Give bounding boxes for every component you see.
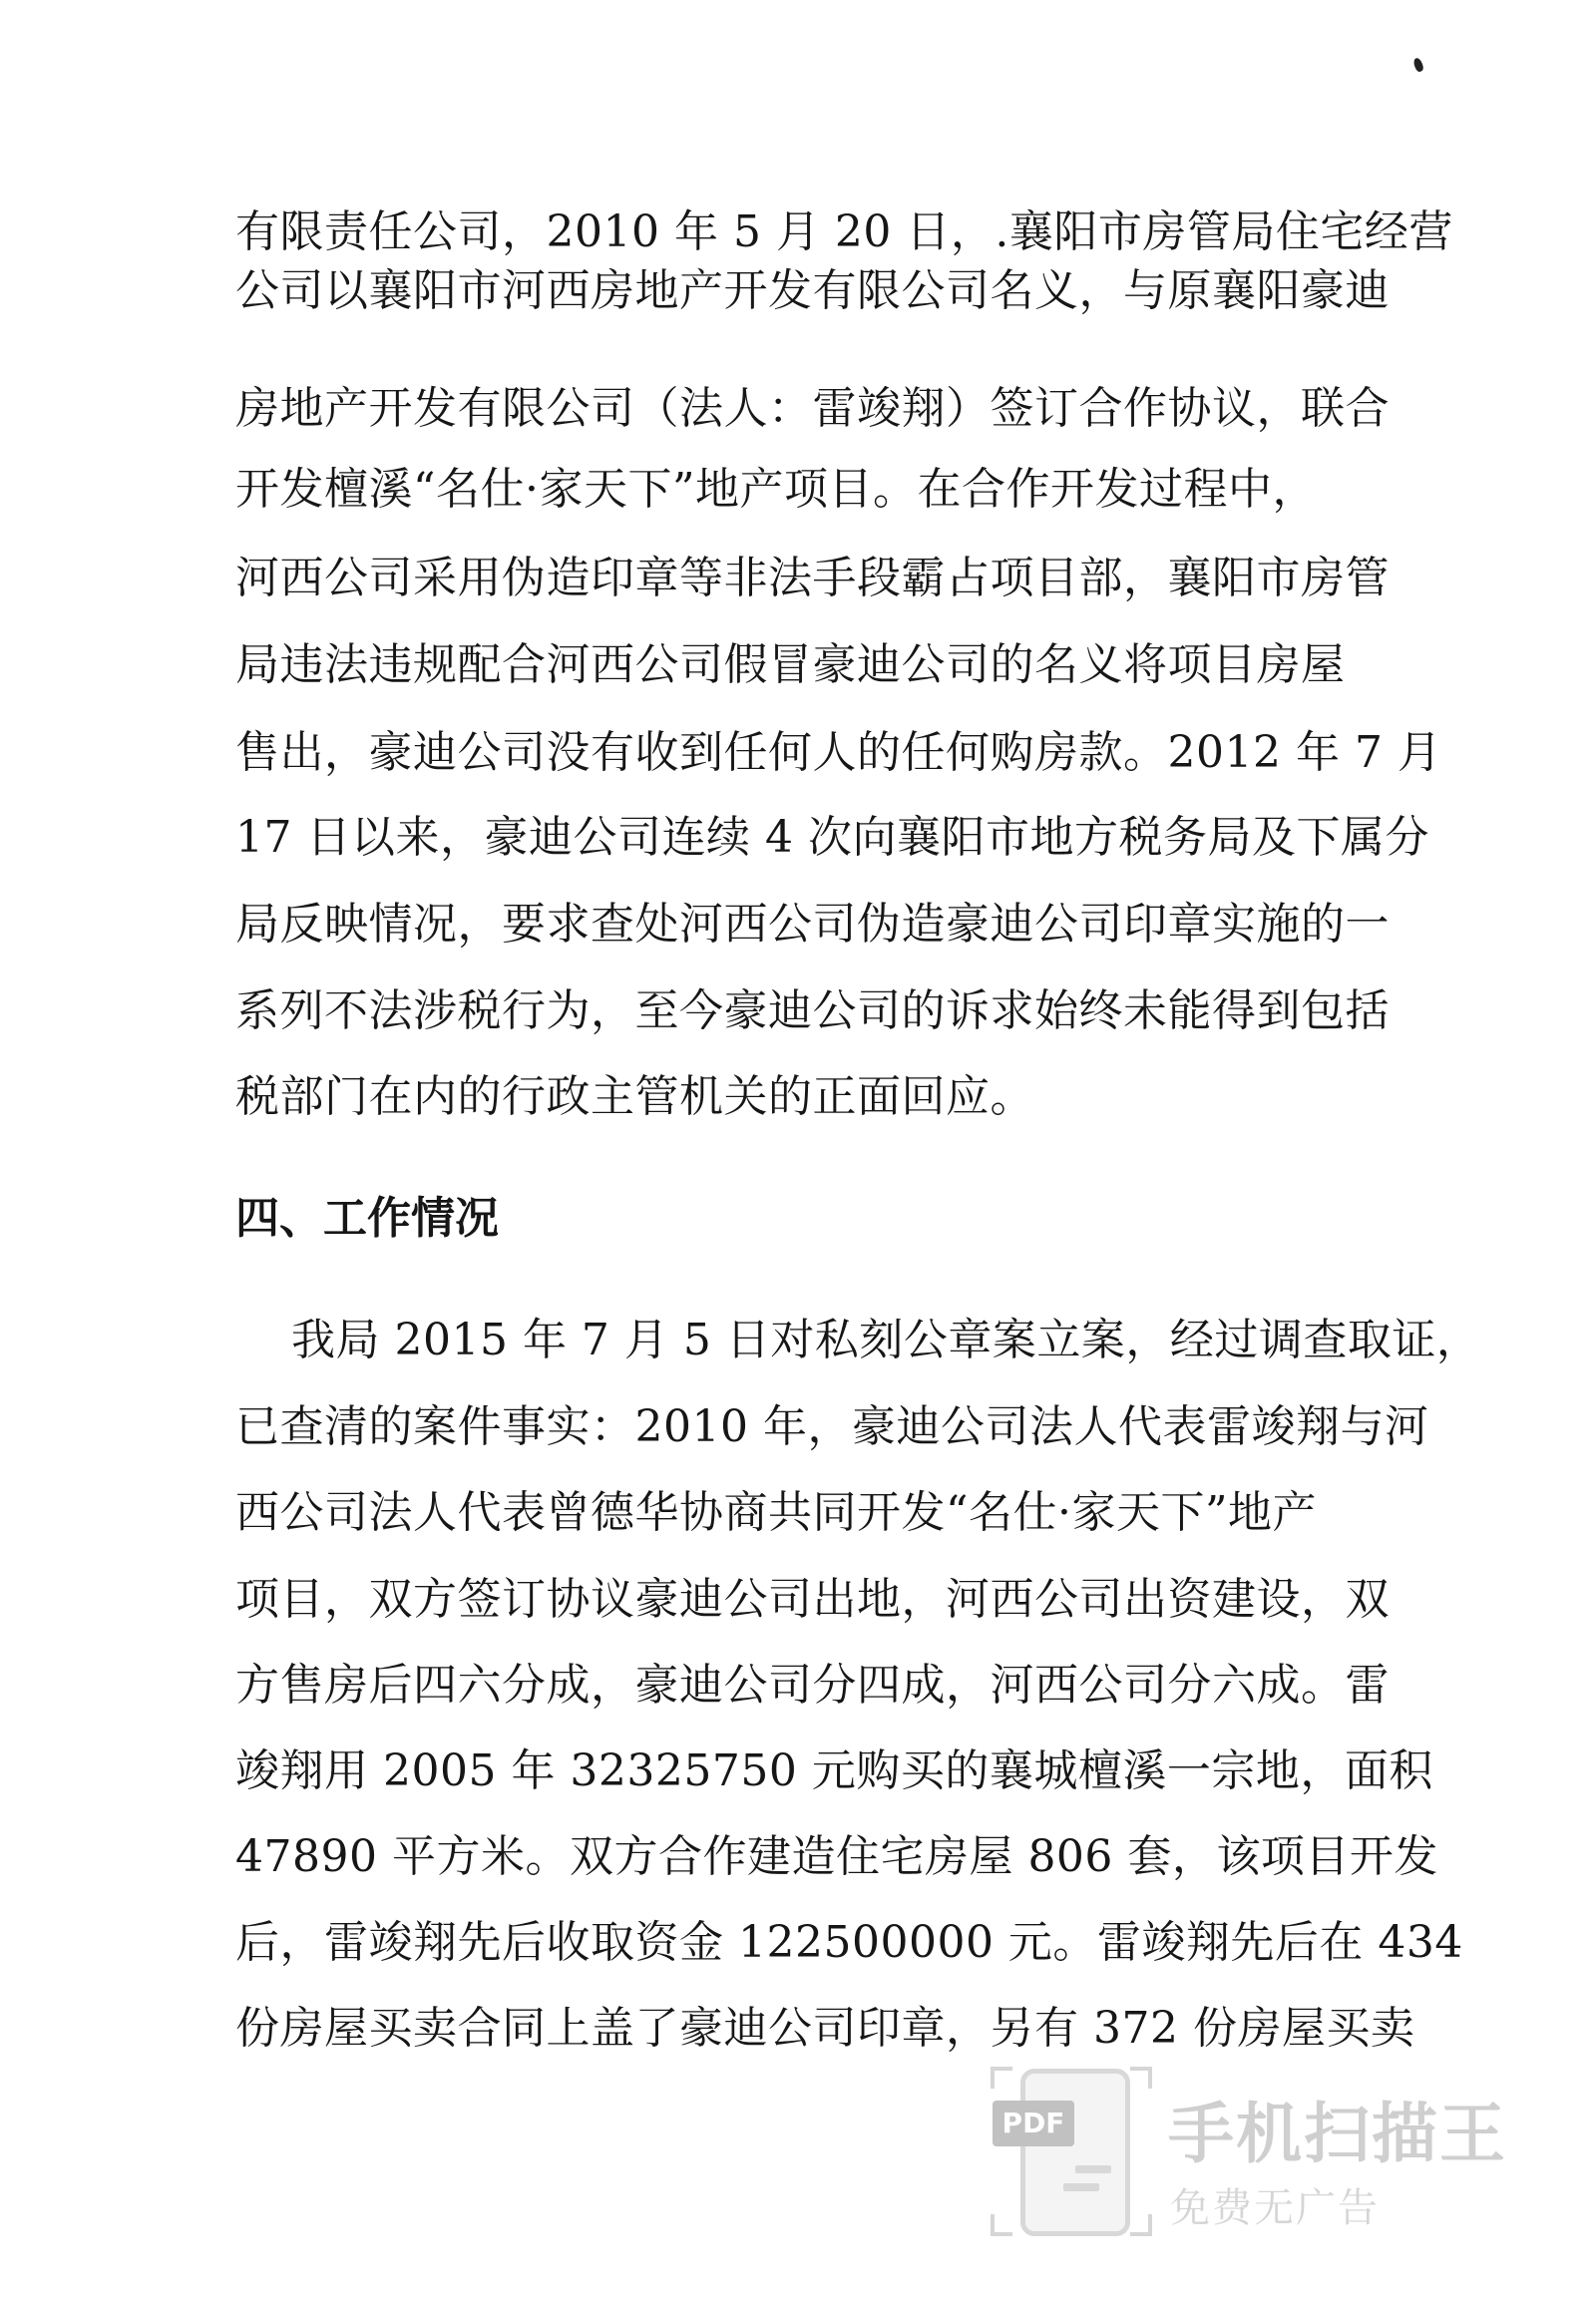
watermark-title: 手机扫描王 — [1168, 2096, 1507, 2172]
paragraph1-line-10: 系列不法涉税行为，至今豪迪公司的诉求始终未能得到包括 — [235, 985, 1390, 1036]
document-icon-line — [1075, 2165, 1111, 2173]
paragraph2-line-2: 已查清的案件事实：2010 年，豪迪公司法人代表雷竣翔与河 — [235, 1401, 1429, 1452]
paragraph2-line-9: 份房屋买卖合同上盖了豪迪公司印章，另有 372 份房屋买卖 — [235, 2003, 1415, 2054]
paragraph1-line-5: 河西公司采用伪造印章等非法手段霸占项目部，襄阳市房管 — [235, 553, 1390, 603]
paragraph2-line-3: 西公司法人代表曾德华协商共同开发“名仕·家天下”地产 — [235, 1487, 1317, 1538]
paragraph2-line-5: 方售房后四六分成，豪迪公司分四成，河西公司分六成。雷 — [235, 1660, 1390, 1711]
paragraph1-line-4: 开发檀溪“名仕·家天下”地产项目。在合作开发过程中， — [235, 464, 1317, 515]
pdf-badge: PDF — [993, 2101, 1074, 2146]
paragraph2-line-6: 竣翔用 2005 年 32325750 元购买的襄城檀溪一宗地，面积 — [235, 1745, 1433, 1796]
paragraph2-line-8: 后，雷竣翔先后收取资金 122500000 元。雷竣翔先后在 434 — [235, 1917, 1463, 1968]
paragraph1-line-7: 售出，豪迪公司没有收到任何人的任何购房款。2012 年 7 月 — [235, 727, 1442, 778]
watermark-corner-tl — [991, 2067, 1012, 2089]
paragraph2-line-1: 我局 2015 年 7 月 5 日对私刻公章案立案，经过调查取证， — [291, 1315, 1481, 1365]
watermark-corner-tr — [1130, 2067, 1152, 2089]
paragraph1-line-9: 局反映情况，要求查处河西公司伪造豪迪公司印章实施的一 — [235, 899, 1390, 950]
document-icon — [1020, 2069, 1130, 2236]
paragraph1-line-6: 局违法违规配合河西公司假冒豪迪公司的名义将项目房屋 — [235, 639, 1346, 690]
document-icon-line — [1063, 2183, 1099, 2191]
paragraph1-line-2: 公司以襄阳市河西房地产开发有限公司名义，与原襄阳豪迪 — [235, 265, 1390, 316]
watermark-subtitle: 免费无广告 — [1170, 2185, 1380, 2231]
corner-mark — [1412, 57, 1424, 73]
paragraph1-line-11: 税部门在内的行政主管机关的正面回应。 — [235, 1071, 1034, 1122]
watermark-corner-br — [1130, 2214, 1152, 2236]
scanner-watermark — [991, 2067, 1549, 2246]
section-heading: 四、工作情况 — [235, 1193, 499, 1244]
paragraph1-line-8: 17 日以来，豪迪公司连续 4 次向襄阳市地方税务局及下属分 — [235, 812, 1429, 863]
paragraph1-line-1: 有限责任公司，2010 年 5 月 20 日，.襄阳市房管局住宅经营 — [235, 206, 1453, 257]
paragraph2-line-7: 47890 平方米。双方合作建造住宅房屋 806 套，该项目开发 — [235, 1831, 1438, 1882]
paragraph2-line-4: 项目，双方签订协议豪迪公司出地，河西公司出资建设，双 — [235, 1574, 1390, 1625]
paragraph1-line-3: 房地产开发有限公司（法人：雷竣翔）签订合作协议，联合 — [235, 383, 1390, 434]
watermark-corner-bl — [991, 2214, 1012, 2236]
